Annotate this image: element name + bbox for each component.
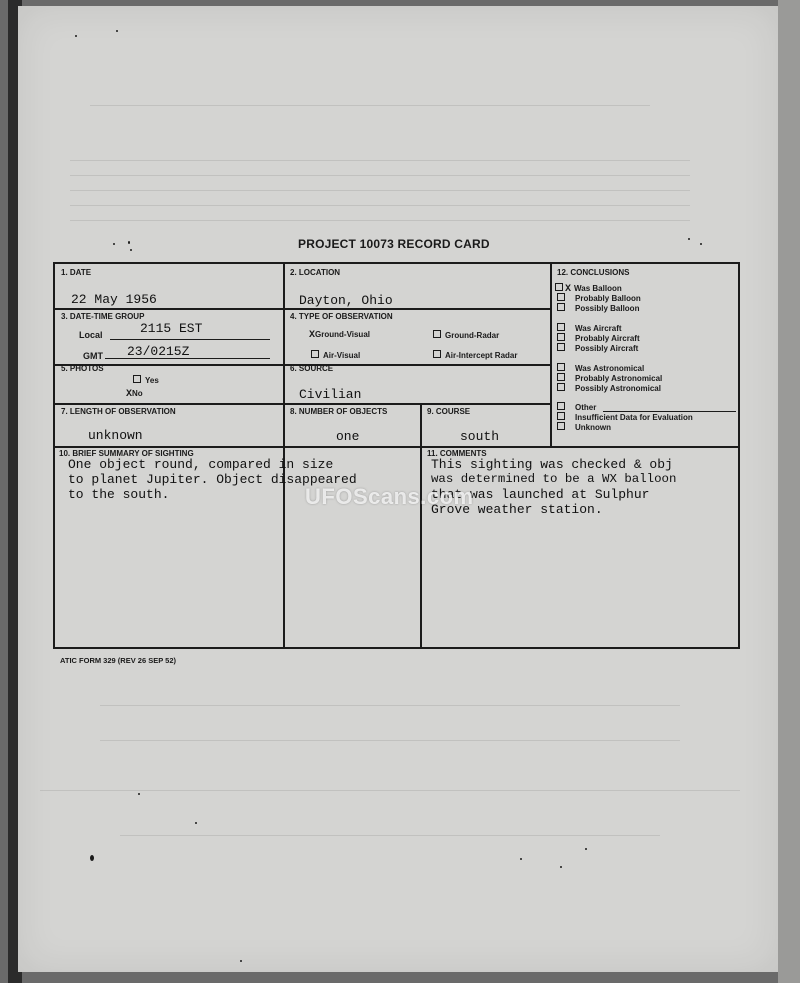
checkbox-icon [311, 350, 319, 358]
date-value: 22 May 1956 [71, 292, 157, 307]
brief-summary-label: 10. BRIEF SUMMARY OF SIGHTING [59, 449, 194, 458]
comments-line: Grove weather station. [431, 502, 603, 517]
conclusion-was-astronomical: Was Astronomical [557, 363, 644, 374]
comments-label: 11. COMMENTS [427, 449, 487, 458]
conclusion-possibly-balloon: Possibly Balloon [557, 303, 639, 314]
location-value: Dayton, Ohio [299, 293, 393, 308]
photos-yes-option: Yes [133, 375, 159, 385]
checkbox-icon [557, 343, 565, 351]
photos-label: 5. PHOTOS [61, 364, 104, 373]
checkbox-icon [557, 402, 565, 410]
course-value: south [460, 429, 500, 444]
brief-summary-line: One object round, compared in size [68, 457, 334, 472]
scan-edge-right [778, 0, 800, 983]
checkbox-icon [433, 330, 441, 338]
conclusion-probably-astronomical: Probably Astronomical [557, 373, 662, 384]
comments-line: was determined to be a WX balloon [431, 472, 677, 486]
local-label: Local [79, 330, 103, 340]
checkbox-icon [555, 283, 563, 291]
card-title: PROJECT 10073 RECORD CARD [298, 237, 490, 251]
record-card [53, 262, 740, 649]
was-balloon-mark: X [565, 284, 572, 295]
number-of-objects-value: one [336, 429, 360, 444]
length-of-observation-label: 7. LENGTH OF OBSERVATION [61, 407, 176, 416]
checkbox-icon [557, 412, 565, 420]
conclusion-probably-balloon: Probably Balloon [557, 293, 641, 304]
ground-visual-option: XGround-Visual [309, 330, 370, 341]
local-time-value: 2115 EST [140, 321, 203, 336]
conclusion-insufficient-data: Insufficient Data for Evaluation [557, 412, 693, 423]
length-of-observation-value: unknown [88, 428, 143, 443]
checkbox-icon [557, 293, 565, 301]
course-label: 9. COURSE [427, 407, 471, 416]
conclusion-other: Other [557, 402, 596, 413]
checkbox-icon [557, 363, 565, 371]
checkbox-icon [557, 422, 565, 430]
datetime-group-label: 3. DATE-TIME GROUP [61, 312, 145, 321]
form-number: ATIC FORM 329 (REV 26 SEP 52) [60, 656, 177, 665]
ground-visual-mark: X [309, 330, 316, 341]
comments-line: This sighting was checked & obj [431, 457, 673, 472]
conclusions-label: 12. CONCLUSIONS [557, 268, 630, 277]
source-value: Civilian [299, 387, 362, 402]
photos-no-option: XNo [126, 389, 143, 400]
conclusion-possibly-astronomical: Possibly Astronomical [557, 383, 661, 394]
air-intercept-radar-option: Air-Intercept Radar [433, 350, 517, 360]
gmt-time-value: 23/0215Z [127, 344, 190, 359]
date-label: 1. DATE [61, 268, 92, 277]
watermark: UFOScans.com [305, 484, 474, 509]
conclusion-was-balloon: X Was Balloon [555, 283, 622, 295]
conclusion-probably-aircraft: Probably Aircraft [557, 333, 640, 344]
checkbox-icon [557, 323, 565, 331]
checkbox-icon [433, 350, 441, 358]
checkbox-icon [557, 333, 565, 341]
location-label: 2. LOCATION [290, 268, 341, 277]
checkbox-icon [557, 383, 565, 391]
comments-line: that was launched at Sulphur [431, 487, 650, 502]
conclusion-was-aircraft: Was Aircraft [557, 323, 622, 334]
air-visual-option: Air-Visual [311, 350, 360, 360]
ground-radar-option: Ground-Radar [433, 330, 499, 340]
gmt-label: GMT [83, 351, 103, 361]
conclusion-possibly-aircraft: Possibly Aircraft [557, 343, 638, 354]
checkbox-icon [557, 373, 565, 381]
checkbox-icon [557, 303, 565, 311]
source-label: 6. SOURCE [290, 364, 334, 373]
number-of-objects-label: 8. NUMBER OF OBJECTS [290, 407, 388, 416]
photos-no-mark: X [126, 389, 133, 400]
conclusion-unknown: Unknown [557, 422, 611, 433]
type-of-observation-label: 4. TYPE OF OBSERVATION [290, 312, 393, 321]
brief-summary-line: to the south. [68, 487, 170, 502]
checkbox-icon [133, 375, 141, 383]
brief-summary-line: to planet Jupiter. Object disappeared [68, 472, 357, 487]
